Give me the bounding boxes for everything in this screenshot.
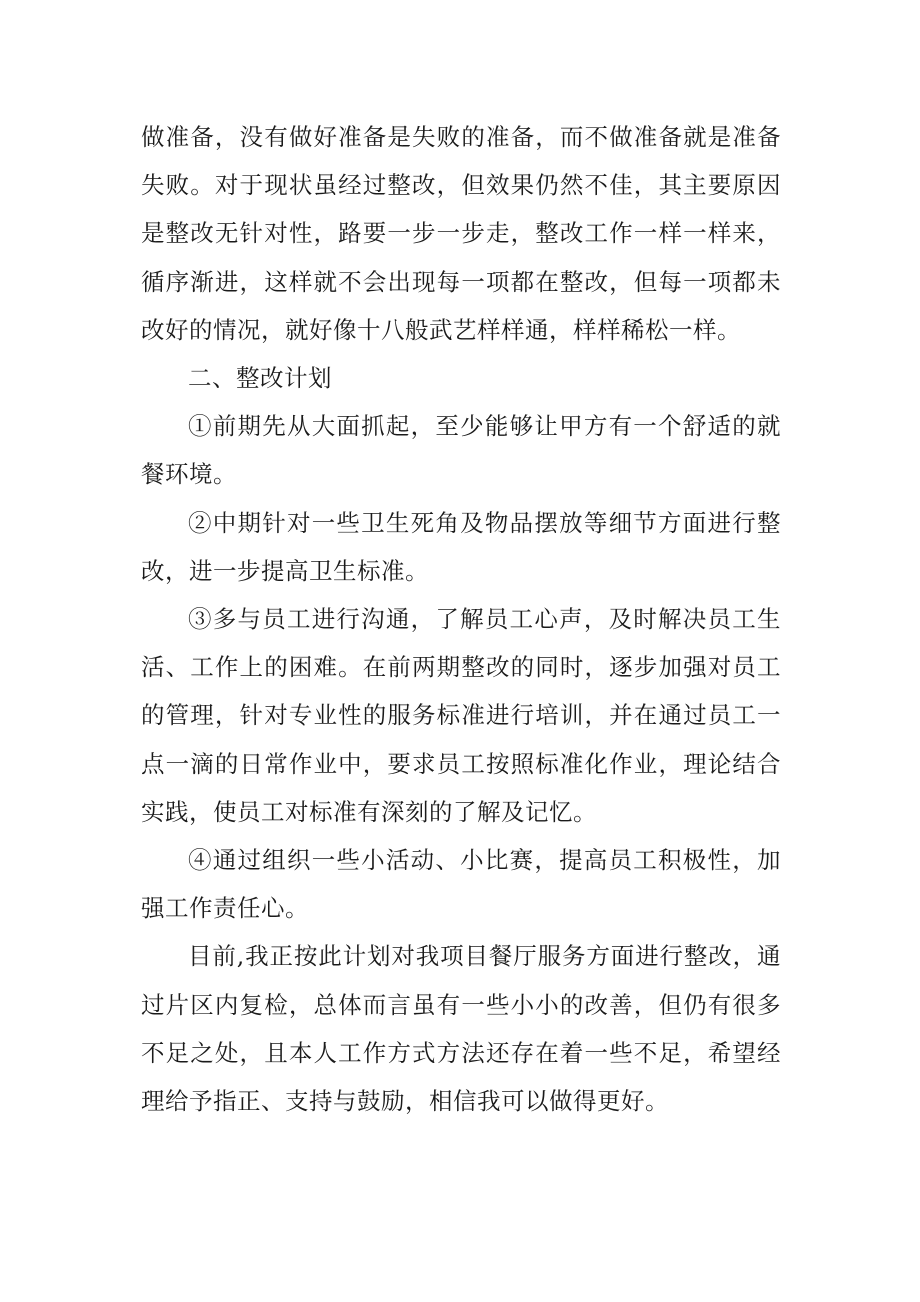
plan-item-1: ①前期先从大面抓起，至少能够让甲方有一个舒适的就餐环境。 [141,412,781,489]
section-heading: 二、整改计划 [188,364,332,393]
document-body [141,113,781,1125]
plan-item-4: ④通过组织一些小活动、小比赛，提高员工积极性，加强工作责任心。 [141,846,781,923]
plan-item-2: ②中期针对一些卫生死角及物品摆放等细节方面进行整改，进一步提高卫生标准。 [141,508,781,585]
paragraph-continuation: 做准备，没有做好准备是失败的准备，而不做准备就是准备失败。对于现状虽经过整改，但效果仍然不佳，其主要原因是整改无针对性，路要一步一步走，整改工作一样一样来，循序渐进，这样就不会出现每一项都在整改，但每一项都未改好的情况，就好像十八般武艺样样通，样样稀松一样。 [141,123,781,344]
closing-paragraph: 目前,我正按此计划对我项目餐厅服务方面进行整改，通过片区内复检，总体而言虽有一些小小的改善，但仍有很多不足之处，且本人工作方式方法还存在着一些不足，希望经理给予指正、支持与鼓励，相信我可以做得更好。 [141,942,781,1116]
plan-item-3: ③多与员工进行沟通，了解员工心声，及时解决员工生活、工作上的困难。在前两期整改的同时，逐步加强对员工的管理，针对专业性的服务标准进行培训，并在通过员工一点一滴的日常作业中，要求员工按照标准化作业，理论结合实践，使员工对标准有深刻的了解及记忆。 [141,605,781,826]
